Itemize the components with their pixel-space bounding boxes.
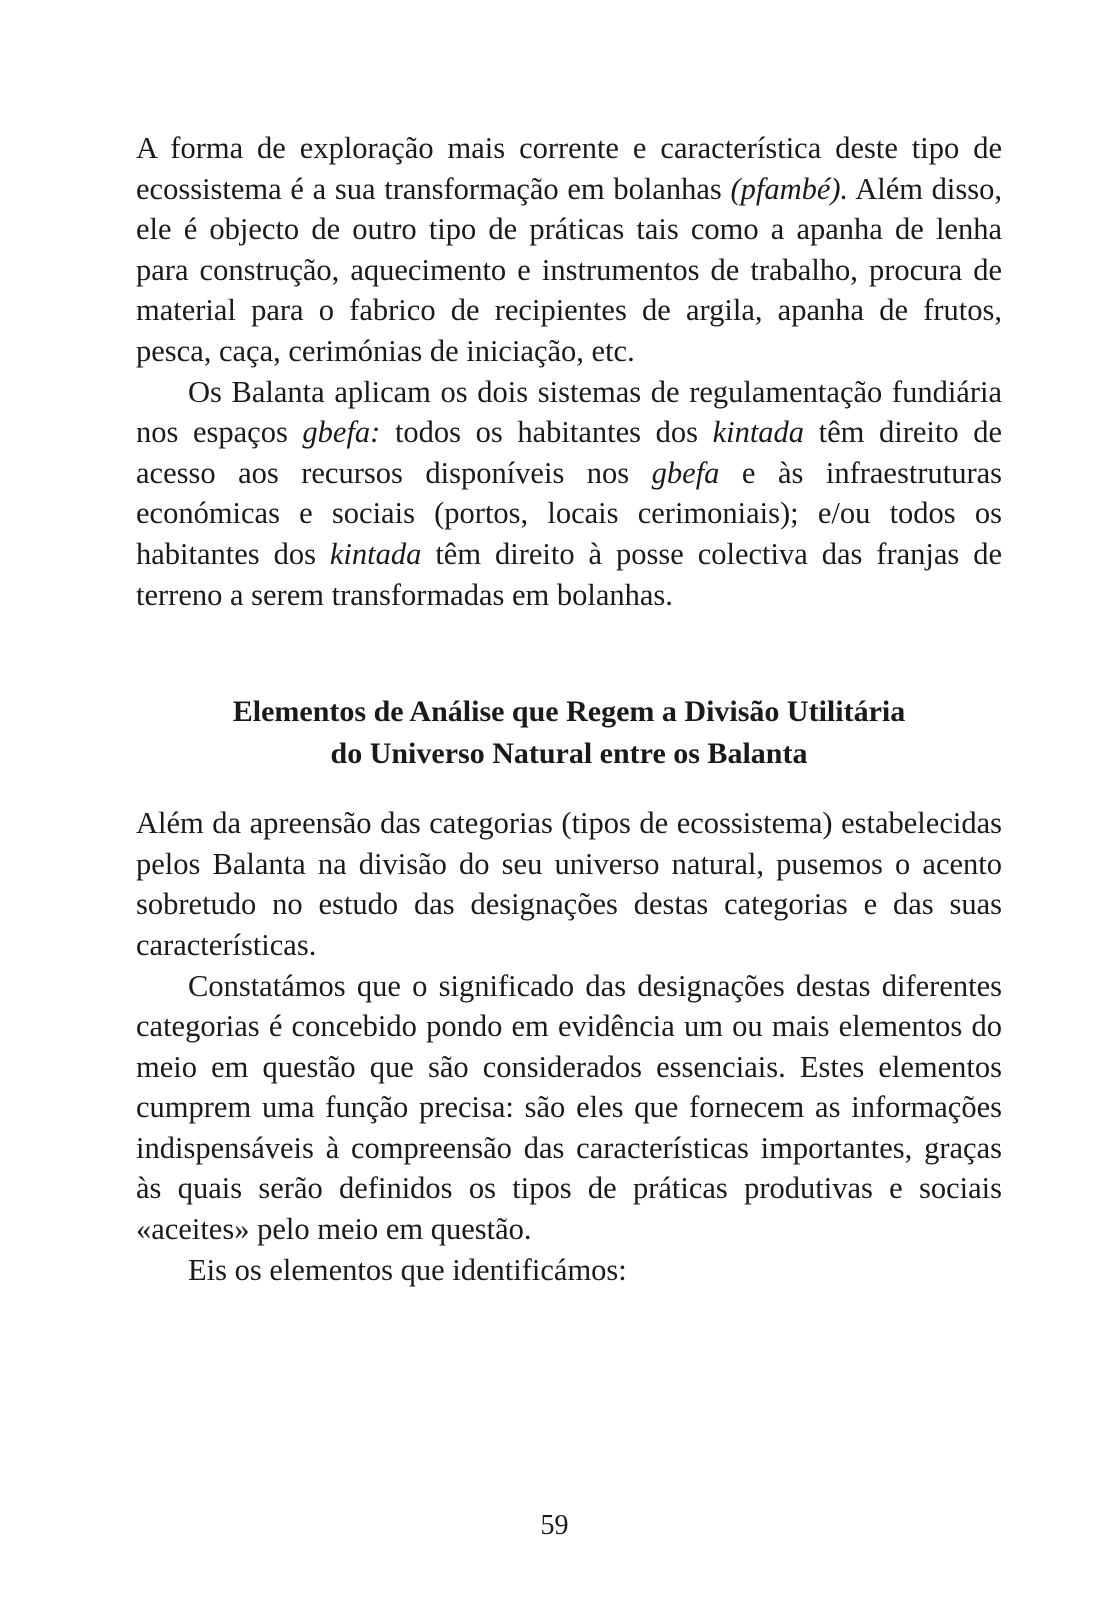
paragraph-regulamentacao: [136, 372, 1002, 616]
paragraph-exploracao: [136, 128, 1002, 372]
paragraph-constatamos: Constatámos que o significado das designações destas diferentes categorias é concebido pondo em evidência um ou mais elementos do meio em questão que são considerados essenciais. Estes elementos cumprem uma função precisa: são eles que fornecem as informações indispensáveis à compreensão das características importantes, graças às quais serão definidos os tipos de práticas produtivas e sociais «aceites» pelo meio em questão.: [136, 968, 1002, 1247]
text-segment: todos os habitantes dos: [380, 415, 713, 450]
section-heading-line-2: do Universo Natural entre os Balanta: [330, 737, 808, 771]
paragraph-apreensao: Além da apreensão das categorias (tipos de ecossistema) estabelecidas pelos Balanta na divisão do seu universo natural, pusemos o acento sobretudo no estudo das designações destas categorias e das suas características.: [136, 806, 1002, 962]
text-segment: têm direito à posse colectiva das franjas de terreno a serem transformadas em bolanhas.: [136, 536, 1002, 612]
text-segment: Além disso, ele é objecto de outro tipo de práticas tais como a apanha de lenha para construção, aquecimento e instrumentos de trabalho, procura de material para o fabrico de recipientes de argila, apanha de frutos, pesca, caça, cerimónias de iniciação, etc.: [136, 171, 1002, 368]
term-gbefa: gbefa:: [302, 415, 381, 450]
term-pfambe: (pfambé).: [730, 171, 849, 206]
text-segment: e às infraestruturas económicas e sociais (portos, locais cerimoniais); e/ou todos os habitantes dos: [136, 455, 1003, 571]
page-body: [136, 128, 1002, 1290]
paragraph-elementos: Eis os elementos que identificámos:: [188, 1252, 627, 1287]
term-kintada: kintada: [712, 415, 805, 450]
text-segment: Os Balanta aplicam os dois sistemas de regulamentação fundiária nos espaços: [136, 374, 1002, 450]
text-segment: têm direito de acesso aos recursos disponíveis nos: [136, 415, 1002, 490]
text-segment: A forma de exploração mais corrente e característica deste tipo de ecossistema é a sua transformação em bolanhas: [136, 131, 1002, 206]
term-gbefa: gbefa: [651, 455, 720, 490]
page-number: 59: [540, 1510, 569, 1541]
section-heading-line-1: Elementos de Análise que Regem a Divisão Utilitária: [232, 695, 906, 729]
term-kintada: kintada: [329, 536, 422, 571]
section-heading: [136, 615, 1002, 803]
